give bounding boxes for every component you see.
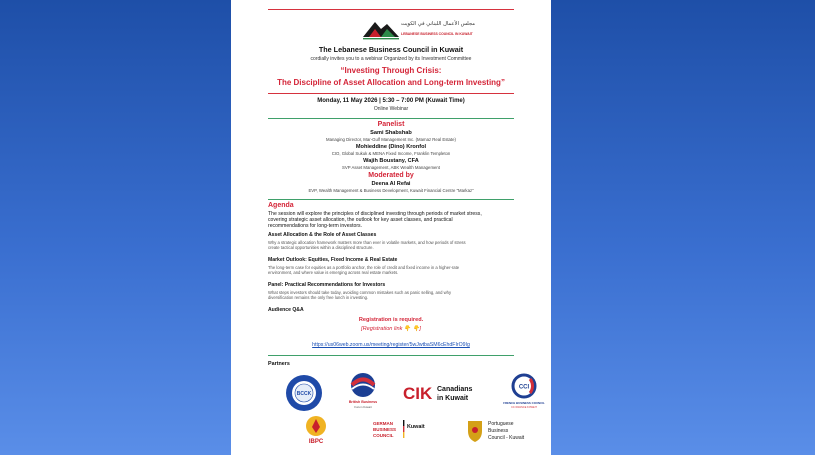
- pbc-label-line1: Portuguese: [488, 421, 514, 427]
- cik-label-line2: in Kuwait: [437, 395, 469, 402]
- agenda-section-text: [268, 240, 518, 251]
- logo-arabic-text: مجلس الأعمال اللبناني في الكويت: [401, 21, 476, 27]
- gbc-label-line2: BUSINESS: [373, 427, 397, 432]
- logo-mountain-shape: [363, 22, 399, 37]
- gbc-label-line3: COUNCIL: [373, 433, 394, 438]
- moderator-name: Deena Al Refai: [371, 181, 411, 187]
- gbc-flag-gold: [403, 432, 404, 438]
- agenda-intro: [268, 211, 518, 229]
- gbc-flag-red: [403, 426, 404, 432]
- lbc-logo: [361, 15, 476, 45]
- registration-url-link[interactable]: https://us06web.zoom.us/meeting/register/5wJwtbaSM6cEhdFIrO9Ig: [312, 342, 470, 348]
- gbc-side-label: Kuwait: [407, 424, 425, 430]
- cik-label-line1: Canadians: [437, 386, 473, 393]
- panelist-heading: Panelist: [377, 121, 405, 128]
- organization-name: The Lebanese Business Council in Kuwait: [318, 45, 464, 54]
- panelist-name: Wajih Boustany, CFA: [363, 158, 419, 164]
- bcck-label: BCCK: [296, 391, 312, 397]
- agenda-section-line: diversification remains the only free lunch in investing.: [268, 295, 369, 301]
- canadians-in-kuwait-logo: [403, 380, 473, 404]
- registration-link-label: [Registration link 👇 👇]: [361, 326, 421, 332]
- logo-english-text: LEBANESE BUSINESS COUNCIL IN KUWAIT: [401, 32, 473, 36]
- ibpc-label: IBPC: [308, 439, 324, 445]
- date-divider: [268, 93, 514, 94]
- agenda-divider: [268, 199, 514, 200]
- pbc-label-line2: Business: [488, 428, 509, 434]
- invitation-flyer: [231, 0, 551, 455]
- agenda-intro-line: recommendations for long-term investors.: [268, 223, 362, 230]
- registration-required: Registration is required.: [358, 317, 424, 323]
- top-divider: [268, 9, 514, 10]
- pbc-label-line3: Council - Kuwait: [488, 435, 525, 441]
- fbc-label: FRENCH BUSINESS COUNCIL: [503, 401, 545, 405]
- pbc-shield-emblem: [472, 427, 478, 433]
- panelist-role: Managing Director, Mar-Gulf Management Inc. (Mamaz Real Estate): [326, 137, 456, 142]
- moderator-role: EVP, Wealth Management & Business Development, Kuwait Financial Centre “Markaz”: [308, 188, 474, 193]
- portuguese-business-council-logo: [466, 417, 536, 445]
- event-date-time: Monday, 11 May 2026 | 5:30 – 7:00 PM (Kuwait Time): [317, 98, 465, 104]
- fbc-mark: CCI: [518, 384, 530, 391]
- agenda-intro-line: The session will explore the principles of disciplined investing through periods of market stress,: [268, 211, 482, 217]
- french-business-council-logo: [497, 372, 551, 412]
- event-format: Online Webinar: [373, 106, 409, 112]
- fbc-sub-label: CCI FRANCE KOWEIT: [511, 406, 537, 409]
- fbc-red-arc: [530, 379, 533, 393]
- panelist-role: SVP Asset Management, ABK Wealth Management: [341, 165, 440, 170]
- logo-base-line: [363, 38, 399, 39]
- agenda-heading: Agenda: [268, 202, 294, 209]
- agenda-section-title: Asset Allocation & the Role of Asset Classes: [268, 232, 377, 238]
- agenda-section-title: Audience Q&A: [268, 307, 304, 313]
- moderated-by-heading: Moderated by: [368, 172, 414, 179]
- agenda-section-text: [268, 290, 518, 301]
- bbf-sub-label: Forum Kuwait: [354, 405, 372, 409]
- bcck-logo: [284, 373, 324, 413]
- agenda-section-text: [268, 265, 518, 276]
- british-business-forum-logo: [343, 370, 383, 412]
- webinar-title-line2: The Discipline of Asset Allocation and Long-term Investing”: [277, 78, 505, 87]
- agenda-section-line: The long-term case for equities as a portfolio anchor, the role of credit and fixed income in a higher-rate: [268, 265, 460, 270]
- agenda-section-line: Why a strategic allocation framework matters more than ever in volatile markets, and how periods of stress: [268, 240, 466, 245]
- gbc-label-line1: GERMAN: [373, 421, 393, 426]
- agenda-section-title: Panel: Practical Recommendations for Investors: [268, 282, 386, 288]
- panelist-name: Sami Shabshab: [370, 130, 412, 136]
- agenda-section-line: environment, and where value is emerging across real estate markets.: [268, 270, 399, 276]
- panelist-role: CIO, Global Sukuk & MENA Fixed Income, Franklin Templeton: [331, 151, 451, 156]
- agenda-section-line: create tactical opportunities within a disciplined structure.: [268, 245, 374, 251]
- gbc-flag-black: [403, 420, 404, 426]
- ibpc-logo: [301, 414, 331, 446]
- agenda-intro-line: covering strategic asset allocation, the outlook for key asset classes, and practical: [268, 217, 453, 224]
- partners-divider: [268, 355, 514, 356]
- invitation-line: cordially invites you to a webinar Organized by its Investment Committee: [310, 56, 472, 62]
- agenda-section-title: Market Outlook: Equities, Fixed Income & Real Estate: [268, 257, 398, 263]
- panelist-name: Mohieddine (Dino) Kronfol: [355, 144, 427, 150]
- partners-heading: Partners: [268, 361, 290, 367]
- german-business-council-logo: [371, 418, 433, 442]
- webinar-title-line1: “Investing Through Crisis:: [340, 66, 442, 75]
- panel-divider: [268, 118, 514, 119]
- agenda-section-line: What steps investors should take today, avoiding common mistakes such as panic selling, and why: [268, 290, 452, 295]
- cik-mark: CIK: [403, 384, 433, 403]
- bbf-label: British Business: [348, 400, 378, 404]
